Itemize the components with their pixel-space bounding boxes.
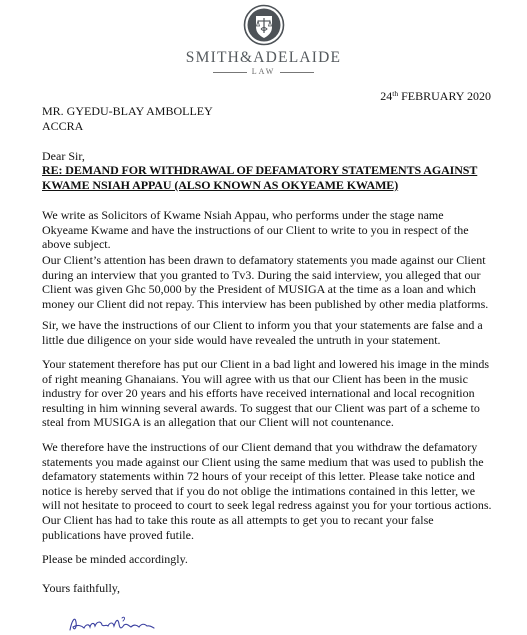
paragraph-2: [42, 253, 502, 311]
date-rest: FEBRUARY 2020: [401, 89, 491, 103]
salutation: Dear Sir,: [42, 149, 85, 163]
paragraph-4: [42, 357, 502, 430]
paragraph-1: [42, 208, 502, 252]
recipient-city: ACCRA: [42, 119, 84, 133]
paragraph-line: Okyeame Kwame and have the instructions of our Client to write to you in respect of the: [42, 222, 469, 237]
brand-name: SMITH&ADELAIDE: [185, 49, 342, 66]
paragraph-line: will not hesitate to proceed to court to seek legal redress against you for your tortious actions.: [42, 498, 492, 513]
paragraph-line: Your statement therefore has put our Client in a bad light and lowered his image in the minds: [42, 357, 490, 371]
paragraph-line: during an interview that you granted to Tv3. During the said interview, you alleged that our: [42, 267, 481, 282]
paragraph-line: money our Client did not repay. This interview has been published by other media platforms.: [42, 296, 489, 311]
letter-date: [380, 89, 491, 103]
paragraph-line: Client was given Ghc 50,000 by the President of MUSIGA at the time as a loan and which: [42, 282, 476, 297]
paragraph-line: resulting in him winning several awards. To suggest that our Client was part of a scheme to: [42, 400, 480, 415]
subject-line-1: RE: DEMAND FOR WITHDRAWAL OF DEFAMATORY STATEMENTS AGAINST: [42, 163, 478, 177]
subject-line-2: KWAME NSIAH APPAU (ALSO KNOWN AS OKYEAME KWAME): [42, 178, 399, 192]
paragraph-line: Our Client has had to take this route as all attempts to get you to recant your false: [42, 512, 434, 527]
date-suffix: th: [392, 89, 399, 98]
complimentary-close: Yours faithfully,: [42, 581, 121, 595]
date-day: 24: [380, 89, 393, 103]
paragraph-line: We write as Solicitors of Kwame Nsiah Appau, who performs under the stage name: [42, 208, 444, 222]
handwritten-signature: [66, 612, 158, 634]
paragraph-line: little due diligence on your side would have revealed the untruth in your statement.: [42, 332, 441, 347]
paragraph-line: defamatory statements within 72 hours of your receipt of this letter. Please take notice and: [42, 469, 475, 484]
paragraph-line: steal from MUSIGA is an allegation that our Client will not countenance.: [42, 415, 394, 430]
paragraph-5: [42, 440, 502, 542]
paragraph-line: industry for over 20 years and his efforts have received international and local recognition: [42, 386, 475, 401]
paragraph-line: We therefore have the instructions of our Client demand that you withdraw the defamatory: [42, 440, 478, 454]
paragraph-3: [42, 318, 502, 347]
scales-of-justice-emblem-icon: [243, 4, 285, 46]
paragraph-line: statements you made against our Client using the same medium that was used to publish the: [42, 454, 484, 469]
paragraph-line: Sir, we have the instructions of our Client to inform you that your statements are false and a: [42, 318, 483, 332]
paragraph-line: above subject.: [42, 237, 111, 252]
paragraph-line: notice is hereby served that if you do not oblige the intimations contained in this letter, we: [42, 483, 476, 498]
paragraph-line: Our Client’s attention has been drawn to defamatory statements you made against our Client: [42, 253, 486, 267]
recipient-name: MR. GYEDU-BLAY AMBOLLEY: [42, 104, 213, 118]
brand-sub-label: LAW: [251, 67, 276, 76]
paragraph-line: publications have proved futile.: [42, 527, 194, 542]
paragraph-line: of right meaning Ghanaians. You will agree with us that our Client has been in the music: [42, 371, 468, 386]
letterhead: [0, 4, 527, 77]
closing-remark: Please be minded accordingly.: [42, 552, 188, 566]
brand-subtitle: [0, 67, 527, 77]
